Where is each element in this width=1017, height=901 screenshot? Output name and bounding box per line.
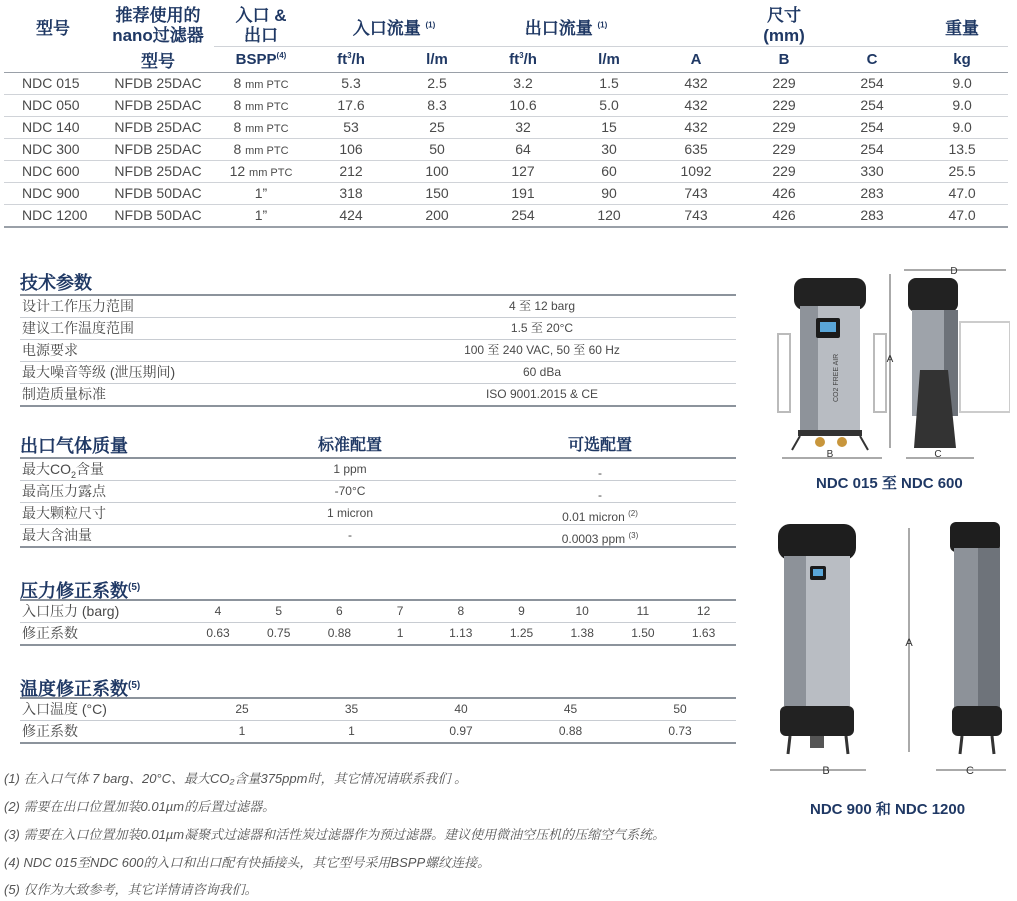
spec-cell-filter: NFDB 50DAC xyxy=(102,182,214,204)
footnote-1: (1) 在入口气体 7 barg、20°C、最大CO₂含量375ppm时，其它情况请联系我们 。 xyxy=(4,771,468,786)
pressure-title: 压力修正系数 xyxy=(20,581,128,601)
spec-cell-filter: NFDB 25DAC xyxy=(102,94,214,116)
tech-row-label: 设计工作压力范围 xyxy=(22,298,134,314)
temperature-factor: 1 xyxy=(238,724,246,738)
spec-cell-inlet-lm: 8.3 xyxy=(394,94,480,116)
tech-row-value: 60 dBa xyxy=(522,365,562,379)
spec-cell-inlet-lm: 25 xyxy=(394,116,480,138)
spec-cell-inlet-lm: 100 xyxy=(394,160,480,182)
spec-cell-b: 229 xyxy=(740,138,828,160)
spec-row xyxy=(4,160,1008,182)
spec-cell-b: 426 xyxy=(740,204,828,227)
quality-row-label: 最高压力露点 xyxy=(22,483,106,499)
spec-row xyxy=(4,116,1008,138)
spec-cell-c: 254 xyxy=(828,138,916,160)
spec-cell-port: 1” xyxy=(214,182,308,204)
tech-row xyxy=(20,340,736,362)
tech-row-label: 最大噪音等级 (泄压期间) xyxy=(22,364,176,380)
pressure-factor: 0.75 xyxy=(267,626,291,640)
header-outlet-flow: 出口流量 $^{(1)}$ xyxy=(524,18,608,38)
spec-cell-outlet-ft3h: 191 xyxy=(480,182,566,204)
quality-standard-value: 1 ppm xyxy=(333,462,367,476)
spec-cell-port: 1” xyxy=(214,204,308,227)
dim-b-label: B xyxy=(826,449,834,460)
spec-cell-a: 432 xyxy=(652,116,740,138)
pressure-value: 7 xyxy=(396,604,404,618)
spec-table xyxy=(4,6,1008,228)
spec-cell-inlet-ft3h: 424 xyxy=(308,204,394,227)
temperature-value: 35 xyxy=(344,702,359,716)
spec-cell-b: 229 xyxy=(740,116,828,138)
tech-row-label: 制造质量标准 xyxy=(22,386,106,402)
quality-optional-value: 0.0003 ppm $^{(3)}$ xyxy=(561,531,639,546)
quality-row-label: 最大含油量 xyxy=(22,527,92,543)
tech-section xyxy=(20,272,736,407)
quality-standard-value: 1 micron xyxy=(326,506,374,520)
spec-cell-filter: NFDB 25DAC xyxy=(102,138,214,160)
spec-row xyxy=(4,72,1008,94)
spec-cell-outlet-lm: 90 xyxy=(566,182,652,204)
spec-cell-a: 432 xyxy=(652,72,740,94)
spec-row xyxy=(4,204,1008,227)
spec-cell-a: 635 xyxy=(652,138,740,160)
spec-cell-b: 229 xyxy=(740,72,828,94)
pressure-value: 9 xyxy=(518,604,525,618)
pressure-factor: 1.25 xyxy=(509,626,534,640)
pressure-value: 4 xyxy=(214,604,222,618)
header-weight: 重量 xyxy=(945,18,980,38)
temperature-value: 25 xyxy=(235,702,249,716)
unit-outlet-lm: l/m xyxy=(566,47,652,73)
spec-cell-b: 229 xyxy=(740,160,828,182)
footnote-4: (4) NDC 015至NDC 600的入口和出口配有快插接头，其它型号采用BSPP螺纹连接。 xyxy=(4,855,491,870)
header-model: 型号 xyxy=(36,18,70,38)
pressure-value: 11 xyxy=(636,604,650,618)
tech-row xyxy=(20,318,736,340)
spec-cell-model: NDC 1200 xyxy=(4,204,102,227)
spec-cell-inlet-ft3h: 17.6 xyxy=(308,94,394,116)
temperature-value: 45 xyxy=(563,702,578,716)
spec-cell-a: 432 xyxy=(652,94,740,116)
pressure-factor-row xyxy=(20,623,736,646)
tech-row-value: 4 至 12 barg xyxy=(508,299,576,313)
dim-c-label: C xyxy=(934,449,942,460)
unit-c: C xyxy=(828,47,916,73)
quality-row xyxy=(20,459,736,481)
spec-cell-outlet-ft3h: 254 xyxy=(480,204,566,227)
temperature-value: 50 xyxy=(673,702,687,716)
quality-row xyxy=(20,481,736,503)
footnote-2: (2) 需要在出口位置加装0.01µm的后置过滤器。 xyxy=(4,799,276,814)
temperature-factor-row xyxy=(20,721,736,744)
temperature-factor: 0.97 xyxy=(449,724,473,738)
spec-cell-c: 254 xyxy=(828,72,916,94)
spec-cell-inlet-ft3h: 53 xyxy=(308,116,394,138)
unit-outlet-ft3h: $ft^3/h$ xyxy=(480,47,566,73)
spec-cell-model: NDC 050 xyxy=(4,94,102,116)
dim-a-label: A xyxy=(886,354,894,365)
spec-cell-inlet-lm: 50 xyxy=(394,138,480,160)
quality-optional-value: - xyxy=(598,466,602,480)
spec-cell-port: 12 mm PTC xyxy=(214,160,308,182)
spec-cell-inlet-ft3h: 318 xyxy=(308,182,394,204)
spec-cell-a: 1092 xyxy=(652,160,740,182)
temperature-factor: 0.88 xyxy=(558,724,583,738)
quality-col-standard: 标准配置 xyxy=(317,437,383,454)
pressure-factor: 1.13 xyxy=(449,626,473,640)
spec-cell-filter: NFDB 25DAC xyxy=(102,116,214,138)
pressure-factor: 0.88 xyxy=(327,626,352,640)
unit-a: A xyxy=(652,47,740,73)
spec-cell-c: 283 xyxy=(828,182,916,204)
pressure-row xyxy=(20,601,736,623)
pressure-value: 5 xyxy=(275,604,283,618)
spec-cell-filter: NFDB 50DAC xyxy=(102,204,214,227)
pressure-factor: 1 xyxy=(396,626,404,640)
dim-d-label: D xyxy=(950,266,958,277)
spec-row xyxy=(4,182,1008,204)
spec-cell-b: 426 xyxy=(740,182,828,204)
temperature-factor: 1 xyxy=(348,724,355,738)
small-unit-drawing xyxy=(770,262,1010,467)
spec-cell-outlet-lm: 1.5 xyxy=(566,72,652,94)
quality-optional-value: - xyxy=(598,488,602,502)
spec-cell-kg: 9.0 xyxy=(916,94,1008,116)
tech-row xyxy=(20,384,736,407)
spec-cell-inlet-lm: 2.5 xyxy=(394,72,480,94)
quality-row-label: 最大$CO_2$含量 xyxy=(22,461,105,480)
spec-cell-outlet-lm: 60 xyxy=(566,160,652,182)
pressure-row-label: 入口压力 (barg) xyxy=(22,603,120,619)
temperature-row-label: 入口温度 (°C) xyxy=(22,701,107,717)
spec-cell-a: 743 xyxy=(652,182,740,204)
spec-cell-outlet-lm: 15 xyxy=(566,116,652,138)
tech-row-label: 建议工作温度范围 xyxy=(22,320,134,336)
footnote-5: (5) 仅作为大致参考，其它详情请咨询我们。 xyxy=(4,882,258,897)
spec-cell-kg: 9.0 xyxy=(916,116,1008,138)
pressure-value: 10 xyxy=(575,604,589,618)
spec-cell-outlet-ft3h: 127 xyxy=(480,160,566,182)
spec-cell-kg: 9.0 xyxy=(916,72,1008,94)
pressure-factor: 0.63 xyxy=(206,626,230,640)
quality-row-label: 最大颗粒尺寸 xyxy=(22,505,106,521)
small-unit-caption: NDC 015 至 NDC 600 xyxy=(816,475,963,492)
large-unit-drawing xyxy=(766,520,1010,782)
spec-table-body xyxy=(4,72,1008,227)
header-filter-model: 型号 xyxy=(102,47,214,73)
pressure-section: 压力修正系数$^{(5)}$ 入口压力 (barg) 4 5 6 7 8 9 10 11 12 修正系数 0.63 0.75 0.88 1 1.13 1.25 1.38 1.50 1.63 xyxy=(20,577,736,646)
pressure-value: 12 xyxy=(696,604,711,618)
quality-title: 出口气体质量 xyxy=(20,436,128,456)
temperature-factor-label: 修正系数 xyxy=(22,723,78,739)
dim-c-label-large: C xyxy=(966,765,974,777)
temperature-title: 温度修正系数 xyxy=(20,679,128,699)
unit-brand-text: CO2 FREE AIR xyxy=(833,353,840,402)
pressure-value: 8 xyxy=(457,604,465,618)
spec-cell-a: 743 xyxy=(652,204,740,227)
unit-inlet-ft3h: $ft^3/h$ xyxy=(308,47,394,73)
header-inlet-flow: 入口流量 $^{(1)}$ xyxy=(352,18,436,38)
spec-cell-inlet-ft3h: 5.3 xyxy=(308,72,394,94)
spec-cell-outlet-ft3h: 32 xyxy=(480,116,566,138)
quality-optional-value: 0.01 micron $^{(2)}$ xyxy=(562,509,638,524)
pressure-value: 6 xyxy=(336,604,343,618)
pressure-factor: 1.63 xyxy=(691,626,716,640)
tech-title: 技术参数 xyxy=(20,273,92,293)
spec-cell-inlet-ft3h: 106 xyxy=(308,138,394,160)
header-port-unit: BSPP$^{(4)}$ xyxy=(214,47,308,73)
spec-cell-outlet-ft3h: 10.6 xyxy=(480,94,566,116)
quality-standard-value: - xyxy=(348,528,352,542)
spec-cell-model: NDC 300 xyxy=(4,138,102,160)
spec-cell-kg: 47.0 xyxy=(916,204,1008,227)
spec-row xyxy=(4,94,1008,116)
temperature-section: 温度修正系数$^{(5)}$ 入口温度 (°C) 25 35 40 45 50 修正系数 1 1 0.97 0.88 0.73 xyxy=(20,675,736,744)
spec-cell-model: NDC 600 xyxy=(4,160,102,182)
spec-cell-c: 254 xyxy=(828,94,916,116)
spec-cell-port: 8 mm PTC xyxy=(214,72,308,94)
spec-cell-c: 283 xyxy=(828,204,916,227)
header-dimensions: 尺寸 (mm) xyxy=(763,6,805,45)
footnote-3: (3) 需要在入口位置加装0.01µm凝聚式过滤器和活性炭过滤器作为预过滤器。建议使用微油空压机的压缩空气系统。 xyxy=(4,827,666,842)
tech-row xyxy=(20,362,736,384)
spec-cell-inlet-lm: 200 xyxy=(394,204,480,227)
spec-cell-kg: 47.0 xyxy=(916,182,1008,204)
spec-cell-outlet-lm: 120 xyxy=(566,204,652,227)
spec-cell-filter: NFDB 25DAC xyxy=(102,160,214,182)
temperature-row xyxy=(20,699,736,721)
tech-row-value: ISO 9001.2015 & CE xyxy=(485,387,599,401)
pressure-factor: 1.50 xyxy=(631,626,655,640)
spec-cell-c: 254 xyxy=(828,116,916,138)
spec-cell-filter: NFDB 25DAC xyxy=(102,72,214,94)
spec-cell-inlet-lm: 150 xyxy=(394,182,480,204)
spec-cell-port: 8 mm PTC xyxy=(214,138,308,160)
tech-row-value: 1.5 至 20°C xyxy=(510,321,574,335)
tech-row-label: 电源要求 xyxy=(22,342,78,358)
tech-row-value: 100 至 240 VAC, 50 至 60 Hz xyxy=(464,343,620,357)
dim-a-label-large: A xyxy=(905,637,913,649)
quality-row xyxy=(20,503,736,525)
pressure-factor: 1.38 xyxy=(570,626,594,640)
large-unit-caption: NDC 900 和 NDC 1200 xyxy=(810,801,966,818)
quality-col-optional: 可选配置 xyxy=(567,437,633,454)
temperature-value: 40 xyxy=(454,702,468,716)
header-filter: 推荐使用的 nano过滤器 xyxy=(112,6,204,46)
pressure-factor-label: 修正系数 xyxy=(22,625,78,641)
spec-cell-outlet-ft3h: 3.2 xyxy=(480,72,566,94)
spec-cell-kg: 13.5 xyxy=(916,138,1008,160)
unit-b: B xyxy=(740,47,828,73)
spec-cell-outlet-ft3h: 64 xyxy=(480,138,566,160)
spec-cell-outlet-lm: 30 xyxy=(566,138,652,160)
spec-row xyxy=(4,138,1008,160)
tech-row xyxy=(20,296,736,318)
spec-cell-kg: 25.5 xyxy=(916,160,1008,182)
quality-row xyxy=(20,525,736,548)
spec-cell-model: NDC 900 xyxy=(4,182,102,204)
spec-cell-model: NDC 140 xyxy=(4,116,102,138)
quality-section xyxy=(20,435,736,548)
header-port: 入口 & 出口 xyxy=(235,6,287,45)
spec-cell-port: 8 mm PTC xyxy=(214,116,308,138)
spec-cell-port: 8 mm PTC xyxy=(214,94,308,116)
spec-cell-b: 229 xyxy=(740,94,828,116)
temperature-factor: 0.73 xyxy=(668,724,692,738)
unit-inlet-lm: l/m xyxy=(394,47,480,73)
spec-cell-c: 330 xyxy=(828,160,916,182)
unit-kg: kg xyxy=(916,47,1008,73)
spec-cell-inlet-ft3h: 212 xyxy=(308,160,394,182)
dim-b-label-large: B xyxy=(822,765,830,777)
spec-cell-model: NDC 015 xyxy=(4,72,102,94)
quality-standard-value: -70°C xyxy=(334,484,366,498)
spec-cell-outlet-lm: 5.0 xyxy=(566,94,652,116)
